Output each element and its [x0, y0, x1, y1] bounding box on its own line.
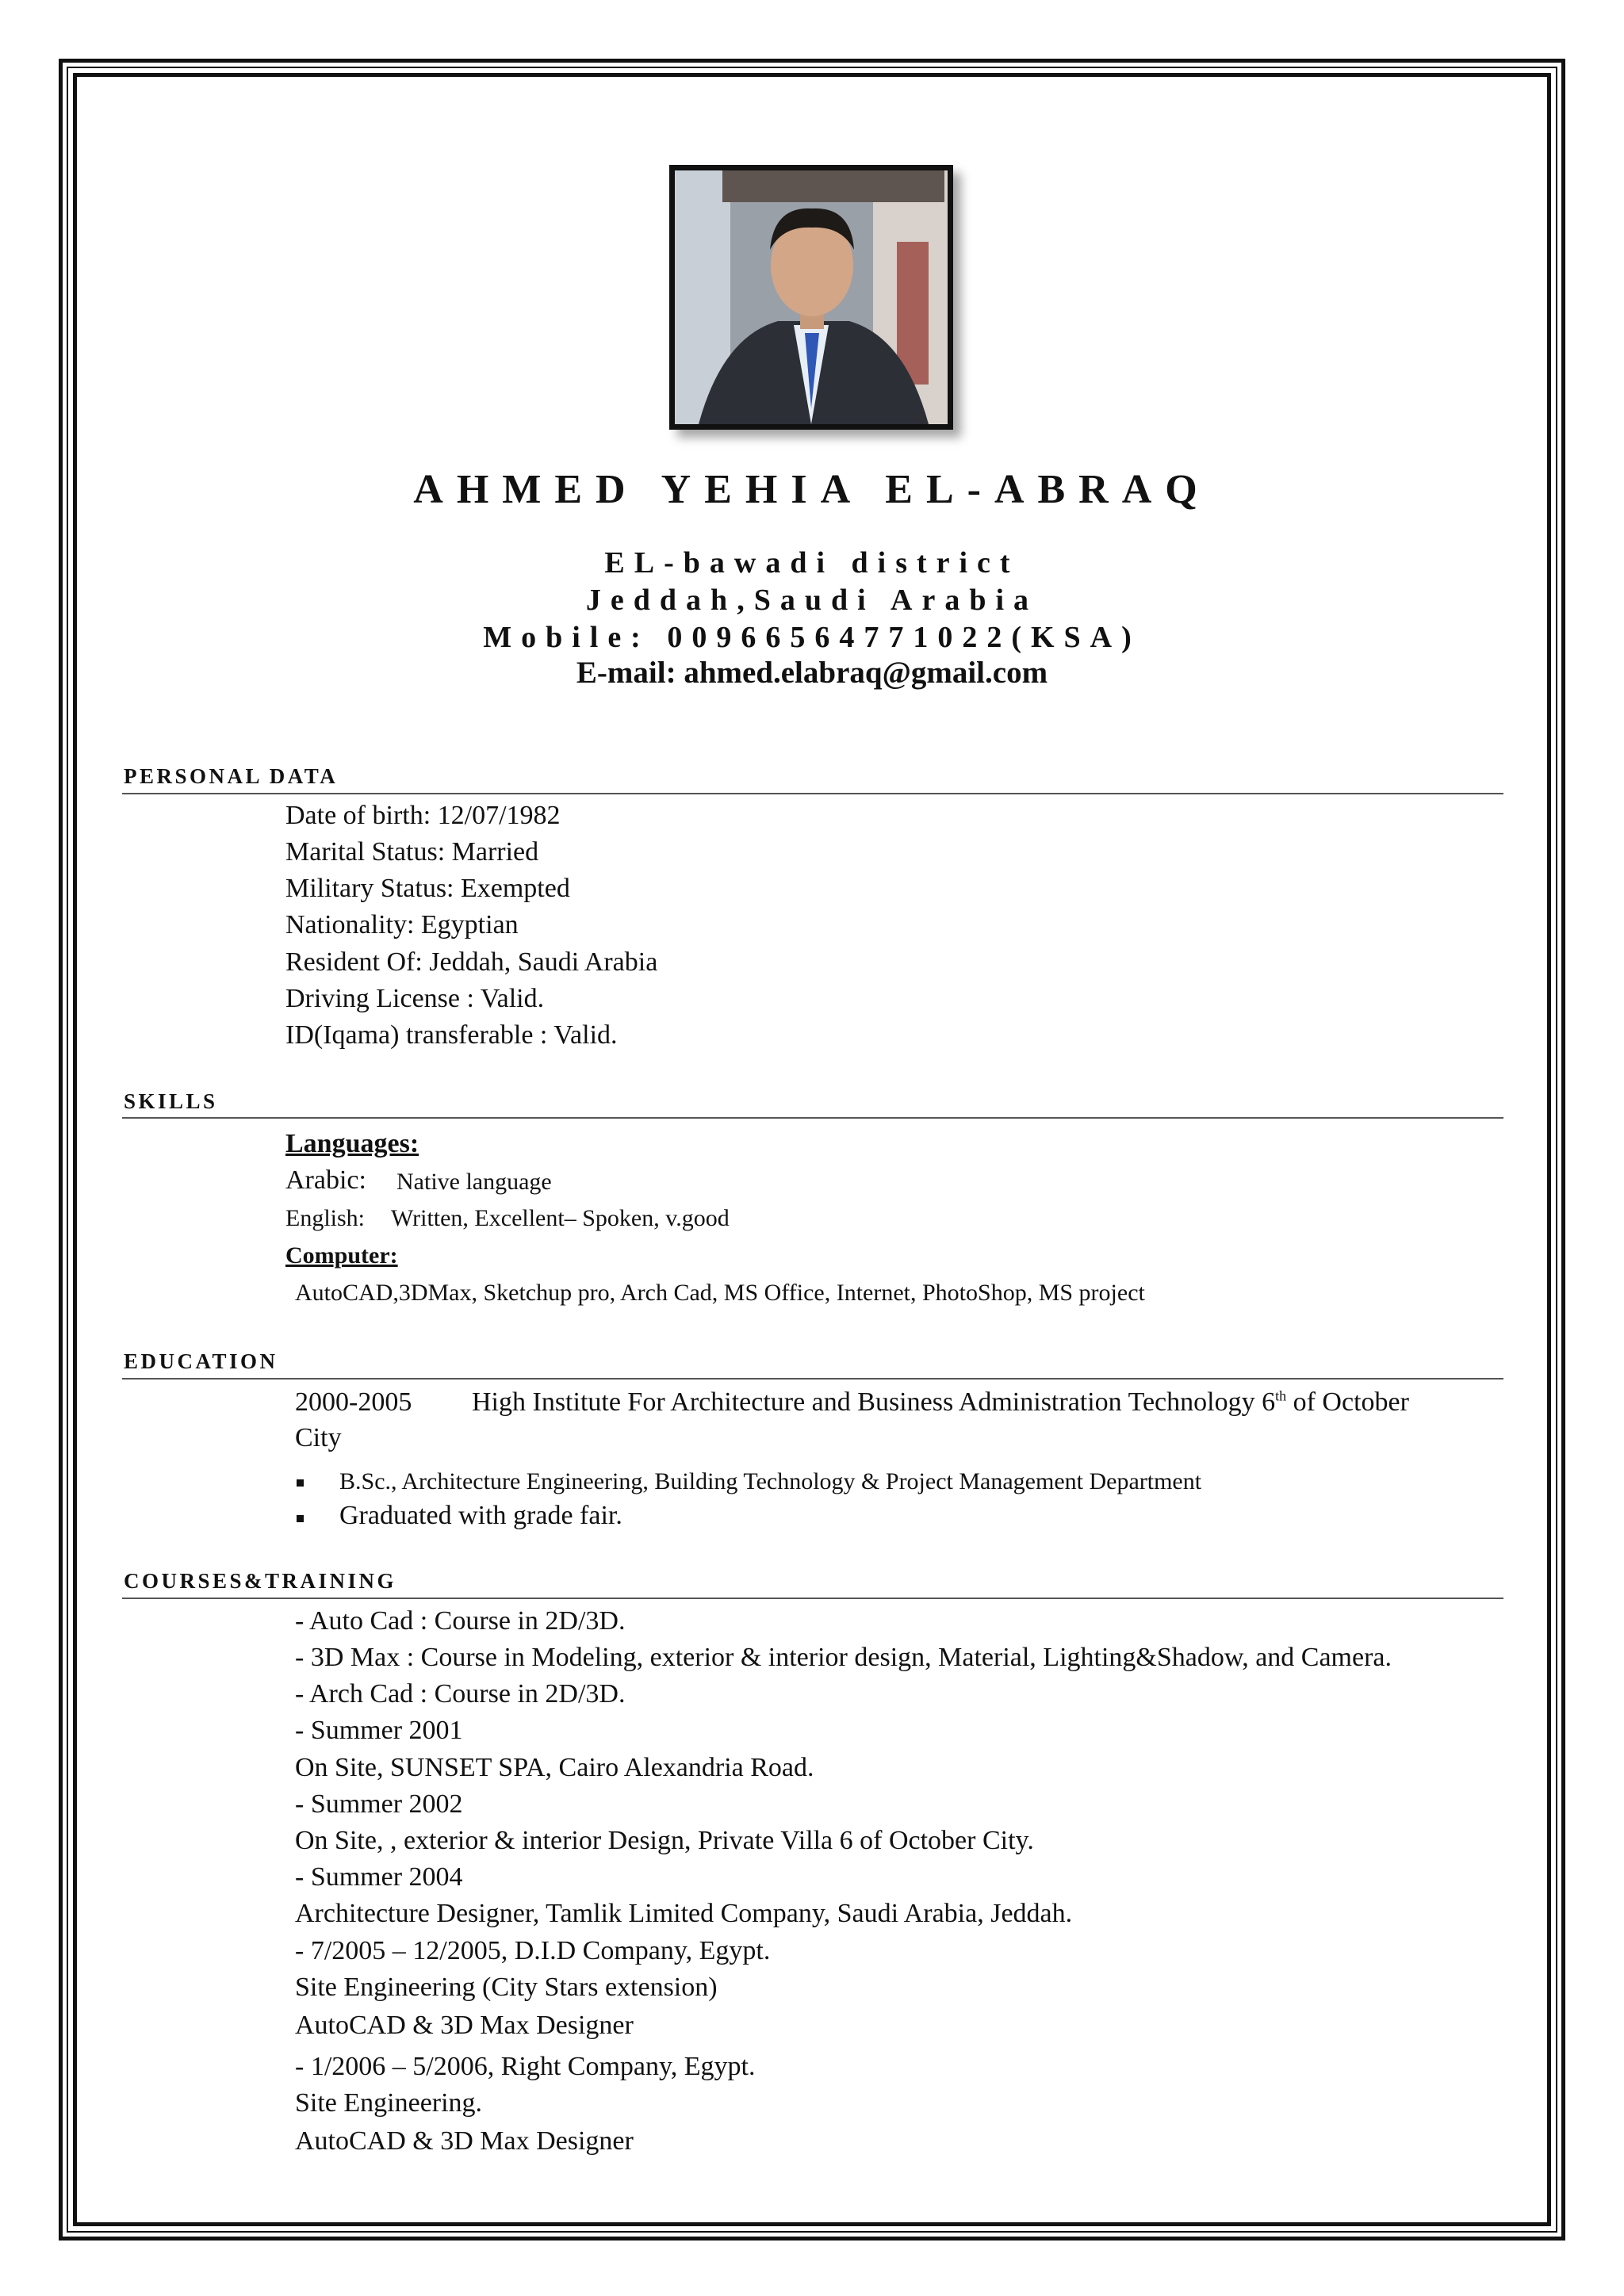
- course-item: - Arch Cad : Course in 2D/3D.: [295, 1679, 626, 1709]
- section-title-personal: PERSONAL DATA: [124, 764, 339, 788]
- language-arabic-label: Arabic:: [285, 1165, 366, 1195]
- section-divider: [122, 793, 1503, 794]
- section-title-courses: COURSES&TRAINING: [124, 1569, 397, 1593]
- course-item: AutoCAD & 3D Max Designer: [295, 2126, 634, 2156]
- personal-item: ID(Iqama) transferable : Valid.: [285, 1020, 618, 1050]
- candidate-name: AHMED YEHIA EL-ABRAQ: [413, 467, 1211, 512]
- languages-heading: Languages:: [285, 1129, 419, 1158]
- education-years: 2000-2005: [295, 1387, 412, 1417]
- course-item: - Auto Cad : Course in 2D/3D.: [295, 1606, 626, 1636]
- computer-skills: AutoCAD,3DMax, Sketchup pro, Arch Cad, MS Office, Internet, PhotoShop, MS project: [295, 1280, 1145, 1306]
- course-item: Site Engineering.: [295, 2088, 483, 2118]
- personal-item: Date of birth: 12/07/1982: [285, 801, 561, 830]
- course-item: On Site, SUNSET SPA, Cairo Alexandria Road.: [295, 1753, 814, 1782]
- personal-item: Nationality: Egyptian: [285, 910, 519, 939]
- bullet-marker: [297, 1479, 304, 1487]
- profile-photo: [669, 165, 953, 430]
- personal-item: Military Status: Exempted: [285, 874, 570, 903]
- course-item: - 3D Max : Course in Modeling, exterior & interior design, Material, Lighting&Shadow, and Camera.: [295, 1643, 1392, 1672]
- personal-item: Marital Status: Married: [285, 837, 539, 867]
- section-divider: [122, 1598, 1503, 1599]
- computer-heading: Computer:: [285, 1242, 398, 1269]
- section-title-skills: SKILLS: [124, 1089, 218, 1113]
- address-city: Jeddah,Saudi Arabia: [585, 584, 1039, 617]
- section-divider: [122, 1378, 1503, 1380]
- course-item: Architecture Designer, Tamlik Limited Company, Saudi Arabia, Jeddah.: [295, 1899, 1073, 1928]
- language-english-value: Written, Excellent– Spoken, v.good: [391, 1205, 730, 1231]
- bullet-marker: [297, 1515, 304, 1522]
- education-bullet: Graduated with grade fair.: [339, 1501, 622, 1530]
- personal-item: Driving License : Valid.: [285, 984, 545, 1013]
- personal-item: Resident Of: Jeddah, Saudi Arabia: [285, 947, 658, 977]
- language-english-label: English:: [285, 1205, 366, 1231]
- section-divider: [122, 1117, 1503, 1119]
- course-item: - 1/2006 – 5/2006, Right Company, Egypt.: [295, 2052, 756, 2081]
- course-item: - Summer 2004: [295, 1862, 463, 1892]
- course-item: AutoCAD & 3D Max Designer: [295, 2011, 634, 2040]
- email-address: E-mail: ahmed.elabraq@gmail.com: [576, 656, 1048, 690]
- course-item: - 7/2005 – 12/2005, D.I.D Company, Egypt.: [295, 1936, 771, 1965]
- course-item: Site Engineering (City Stars extension): [295, 1973, 718, 2002]
- course-item: - Summer 2001: [295, 1716, 463, 1745]
- mobile-number: Mobile: 00966564771022(KSA): [483, 621, 1141, 654]
- section-title-education: EDUCATION: [124, 1349, 278, 1373]
- address-district: EL-bawadi district: [604, 546, 1020, 580]
- course-item: - Summer 2002: [295, 1789, 463, 1819]
- education-bullet: B.Sc., Architecture Engineering, Building Technology & Project Management Department: [339, 1468, 1202, 1494]
- education-city: City: [295, 1423, 342, 1452]
- education-institute: High Institute For Architecture and Business Administration Technology 6th of October: [472, 1387, 1409, 1417]
- language-arabic-value: Native language: [396, 1169, 552, 1195]
- course-item: On Site, , exterior & interior Design, Private Villa 6 of October City.: [295, 1826, 1034, 1855]
